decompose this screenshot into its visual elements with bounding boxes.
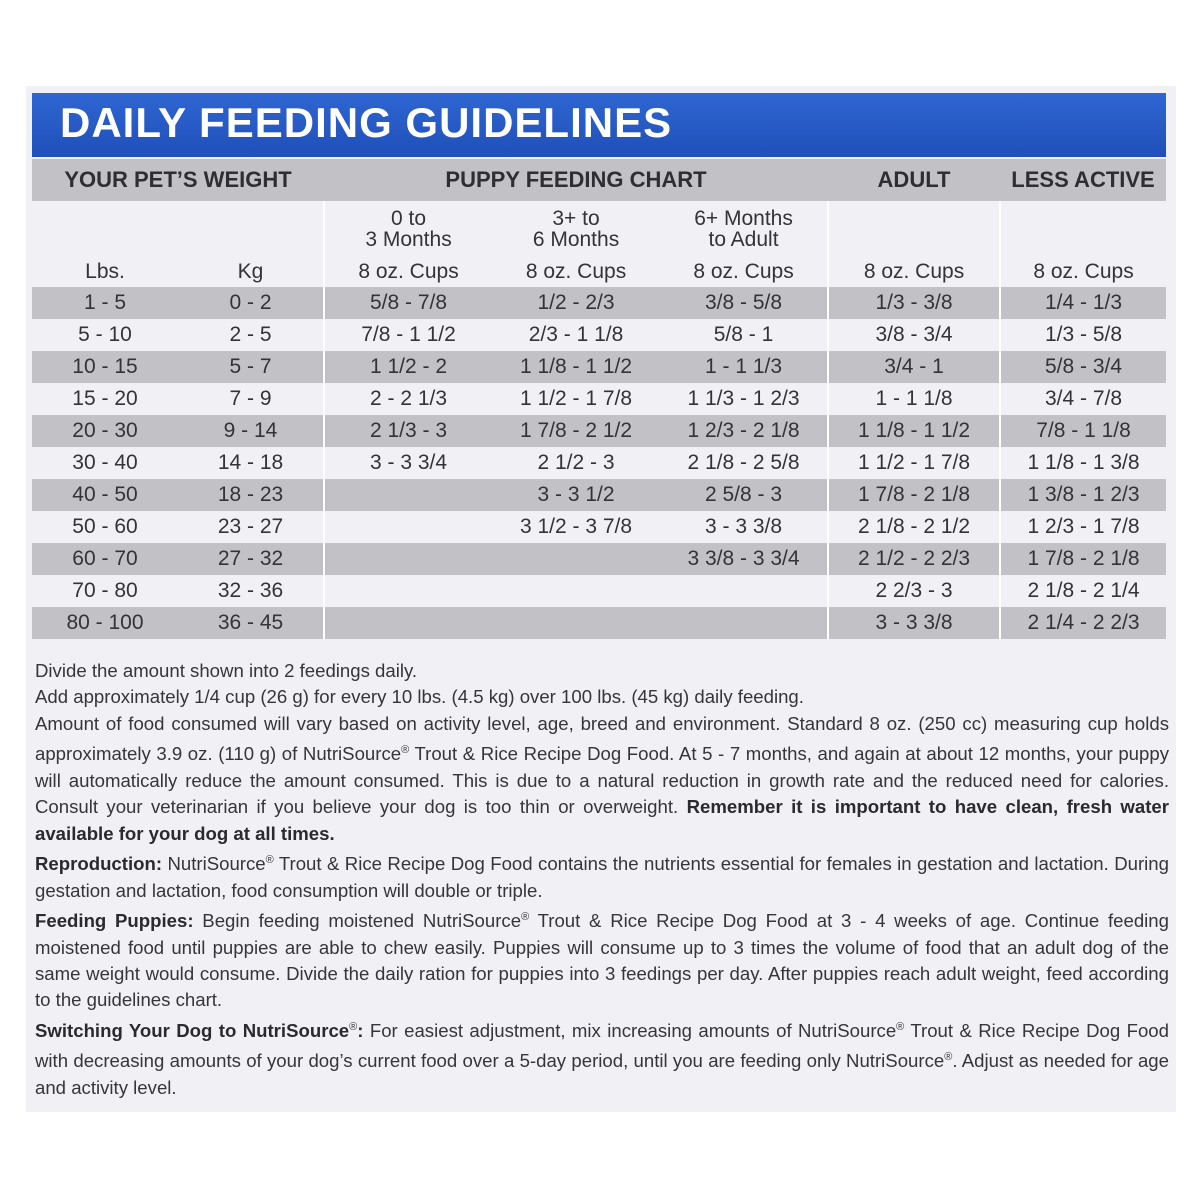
age-group-6-adult: 6+ Months to Adult (660, 201, 828, 257)
table-row (32, 287, 1166, 319)
cell-less-active: 2 1/8 - 2 1/4 (1000, 575, 1166, 607)
cell-kg: 7 - 9 (178, 383, 324, 415)
cell-puppy-0-3 (324, 543, 492, 575)
table-row (32, 511, 1166, 543)
cell-puppy-0-3 (324, 575, 492, 607)
cell-lbs: 80 - 100 (32, 607, 178, 639)
cell-puppy-6-adult: 2 1/8 - 2 5/8 (660, 447, 828, 479)
age-group-empty (32, 201, 324, 257)
cell-adult: 2 1/2 - 2 2/3 (828, 543, 1000, 575)
age-group-row (32, 201, 1166, 257)
note-reproduction: Reproduction: NutriSource® Trout & Rice Recipe Dog Food contains the nutrients essential for females in gestation and lactation. During gestation and lactation, food consumption will double or triple. (35, 853, 1169, 901)
note-add: Add approximately 1/4 cup (26 g) for every 10 lbs. (4.5 kg) over 100 lbs. (45 kg) daily feeding. (35, 686, 804, 708)
cell-kg: 9 - 14 (178, 415, 324, 447)
cell-puppy-0-3: 3 - 3 3/4 (324, 447, 492, 479)
cell-less-active: 1/4 - 1/3 (1000, 287, 1166, 319)
header-row (32, 159, 1166, 201)
cell-adult: 1 - 1 1/8 (828, 383, 1000, 415)
cell-lbs: 20 - 30 (32, 415, 178, 447)
cell-puppy-0-3: 2 1/3 - 3 (324, 415, 492, 447)
cell-kg: 18 - 23 (178, 479, 324, 511)
cell-adult: 1/3 - 3/8 (828, 287, 1000, 319)
cell-lbs: 15 - 20 (32, 383, 178, 415)
cell-puppy-3-6: 1 1/2 - 1 7/8 (492, 383, 660, 415)
cell-puppy-3-6 (492, 543, 660, 575)
cell-adult: 2 1/8 - 2 1/2 (828, 511, 1000, 543)
page-title: DAILY FEEDING GUIDELINES (60, 99, 673, 146)
table-row (32, 575, 1166, 607)
cell-puppy-0-3: 5/8 - 7/8 (324, 287, 492, 319)
cell-puppy-6-adult: 3/8 - 5/8 (660, 287, 828, 319)
cell-adult: 2 2/3 - 3 (828, 575, 1000, 607)
table-row (32, 351, 1166, 383)
cell-lbs: 60 - 70 (32, 543, 178, 575)
cell-puppy-6-adult: 1 - 1 1/3 (660, 351, 828, 383)
note-feeding-puppies: Feeding Puppies: Begin feeding moistened NutriSource® Trout & Rice Recipe Dog Food at 3 - 4 weeks of age. Continue feeding moistened food until puppies are able to chew easily. Puppies will consume up to 3 times the volume of food that an adult dog of the same weight would consume. Divide the daily ration for puppies into 3 feedings per day. After puppies reach adult weight, feed according to the guidelines chart. (35, 910, 1169, 1011)
cell-adult: 1 7/8 - 2 1/8 (828, 479, 1000, 511)
unit-cups: 8 oz. Cups (324, 257, 492, 287)
cell-puppy-6-adult (660, 575, 828, 607)
cell-puppy-3-6: 2 1/2 - 3 (492, 447, 660, 479)
cell-puppy-3-6: 1 7/8 - 2 1/2 (492, 415, 660, 447)
age-group-adult-empty (828, 201, 1000, 257)
cell-puppy-3-6: 3 - 3 1/2 (492, 479, 660, 511)
unit-cups: 8 oz. Cups (492, 257, 660, 287)
header-weight: YOUR PET’S WEIGHT (32, 159, 324, 201)
cell-kg: 14 - 18 (178, 447, 324, 479)
cell-puppy-6-adult (660, 607, 828, 639)
cell-less-active: 1/3 - 5/8 (1000, 319, 1166, 351)
cell-less-active: 1 3/8 - 1 2/3 (1000, 479, 1166, 511)
cell-kg: 27 - 32 (178, 543, 324, 575)
cell-kg: 2 - 5 (178, 319, 324, 351)
cell-adult: 1 1/2 - 1 7/8 (828, 447, 1000, 479)
feeding-notes (35, 658, 1169, 1101)
cell-lbs: 50 - 60 (32, 511, 178, 543)
chart-body (32, 287, 1166, 639)
cell-kg: 32 - 36 (178, 575, 324, 607)
age-group-less-empty (1000, 201, 1166, 257)
units-row (32, 257, 1166, 287)
header-puppy: PUPPY FEEDING CHART (324, 159, 828, 201)
cell-puppy-3-6 (492, 607, 660, 639)
cell-puppy-3-6: 2/3 - 1 1/8 (492, 319, 660, 351)
cell-adult: 3 - 3 3/8 (828, 607, 1000, 639)
cell-less-active: 1 1/8 - 1 3/8 (1000, 447, 1166, 479)
cell-adult: 1 1/8 - 1 1/2 (828, 415, 1000, 447)
cell-puppy-0-3 (324, 607, 492, 639)
cell-lbs: 1 - 5 (32, 287, 178, 319)
cell-lbs: 5 - 10 (32, 319, 178, 351)
cell-puppy-6-adult: 3 3/8 - 3 3/4 (660, 543, 828, 575)
cell-puppy-6-adult: 1 1/3 - 1 2/3 (660, 383, 828, 415)
cell-puppy-0-3: 2 - 2 1/3 (324, 383, 492, 415)
note-amount: Amount of food consumed will vary based on activity level, age, breed and environment. Standard 8 oz. (250 cc) measuring cup holds approximately 3.9 oz. (110 g) of NutriSource® Trout & Rice Recipe Dog Food. At 5 - 7 months, and again at about 12 months, your puppy will automatically reduce the amount consumed. This is due to a natural reduction in growth rate and the reduced need for calories. Consult your veterinarian if you believe your dog is too thin or overweight. Remember it is important to have clean, fresh water available for your dog at all times. (35, 712, 1170, 844)
cell-less-active: 2 1/4 - 2 2/3 (1000, 607, 1166, 639)
cell-puppy-6-adult: 3 - 3 3/8 (660, 511, 828, 543)
cell-less-active: 1 2/3 - 1 7/8 (1000, 511, 1166, 543)
note-switching: Switching Your Dog to NutriSource®: For easiest adjustment, mix increasing amounts of NutriSource® Trout & Rice Recipe Dog Food with decreasing amounts of your dog’s current food over a 5-day period, until you are feeding only NutriSource®. Adjust as needed for age and activity level. (35, 1020, 1169, 1099)
feeding-chart (32, 159, 1166, 639)
age-group-3-6: 3+ to 6 Months (492, 201, 660, 257)
table-row (32, 607, 1166, 639)
cell-puppy-0-3: 7/8 - 1 1/2 (324, 319, 492, 351)
cell-kg: 23 - 27 (178, 511, 324, 543)
cell-puppy-0-3: 1 1/2 - 2 (324, 351, 492, 383)
cell-puppy-3-6 (492, 575, 660, 607)
table-row (32, 479, 1166, 511)
cell-kg: 36 - 45 (178, 607, 324, 639)
cell-puppy-3-6: 1/2 - 2/3 (492, 287, 660, 319)
cell-puppy-0-3 (324, 479, 492, 511)
cell-kg: 5 - 7 (178, 351, 324, 383)
cell-kg: 0 - 2 (178, 287, 324, 319)
unit-lbs: Lbs. (32, 257, 178, 287)
cell-puppy-0-3 (324, 511, 492, 543)
cell-puppy-6-adult: 5/8 - 1 (660, 319, 828, 351)
header-adult: ADULT (828, 159, 1000, 201)
unit-kg: Kg (178, 257, 324, 287)
unit-cups: 8 oz. Cups (1000, 257, 1166, 287)
cell-puppy-6-adult: 1 2/3 - 2 1/8 (660, 415, 828, 447)
unit-cups: 8 oz. Cups (828, 257, 1000, 287)
cell-less-active: 3/4 - 7/8 (1000, 383, 1166, 415)
cell-puppy-3-6: 1 1/8 - 1 1/2 (492, 351, 660, 383)
table-row (32, 319, 1166, 351)
cell-adult: 3/8 - 3/4 (828, 319, 1000, 351)
age-group-0-3: 0 to 3 Months (324, 201, 492, 257)
table-row (32, 415, 1166, 447)
header-less-active: LESS ACTIVE (1000, 159, 1166, 201)
note-divide: Divide the amount shown into 2 feedings daily. (35, 660, 418, 681)
cell-puppy-3-6: 3 1/2 - 3 7/8 (492, 511, 660, 543)
table-row (32, 383, 1166, 415)
cell-lbs: 30 - 40 (32, 447, 178, 479)
title-banner (32, 93, 1166, 157)
cell-lbs: 10 - 15 (32, 351, 178, 383)
cell-puppy-6-adult: 2 5/8 - 3 (660, 479, 828, 511)
cell-adult: 3/4 - 1 (828, 351, 1000, 383)
table-row (32, 447, 1166, 479)
cell-less-active: 5/8 - 3/4 (1000, 351, 1166, 383)
cell-lbs: 40 - 50 (32, 479, 178, 511)
cell-lbs: 70 - 80 (32, 575, 178, 607)
cell-less-active: 7/8 - 1 1/8 (1000, 415, 1166, 447)
table-row (32, 543, 1166, 575)
cell-less-active: 1 7/8 - 2 1/8 (1000, 543, 1166, 575)
unit-cups: 8 oz. Cups (660, 257, 828, 287)
